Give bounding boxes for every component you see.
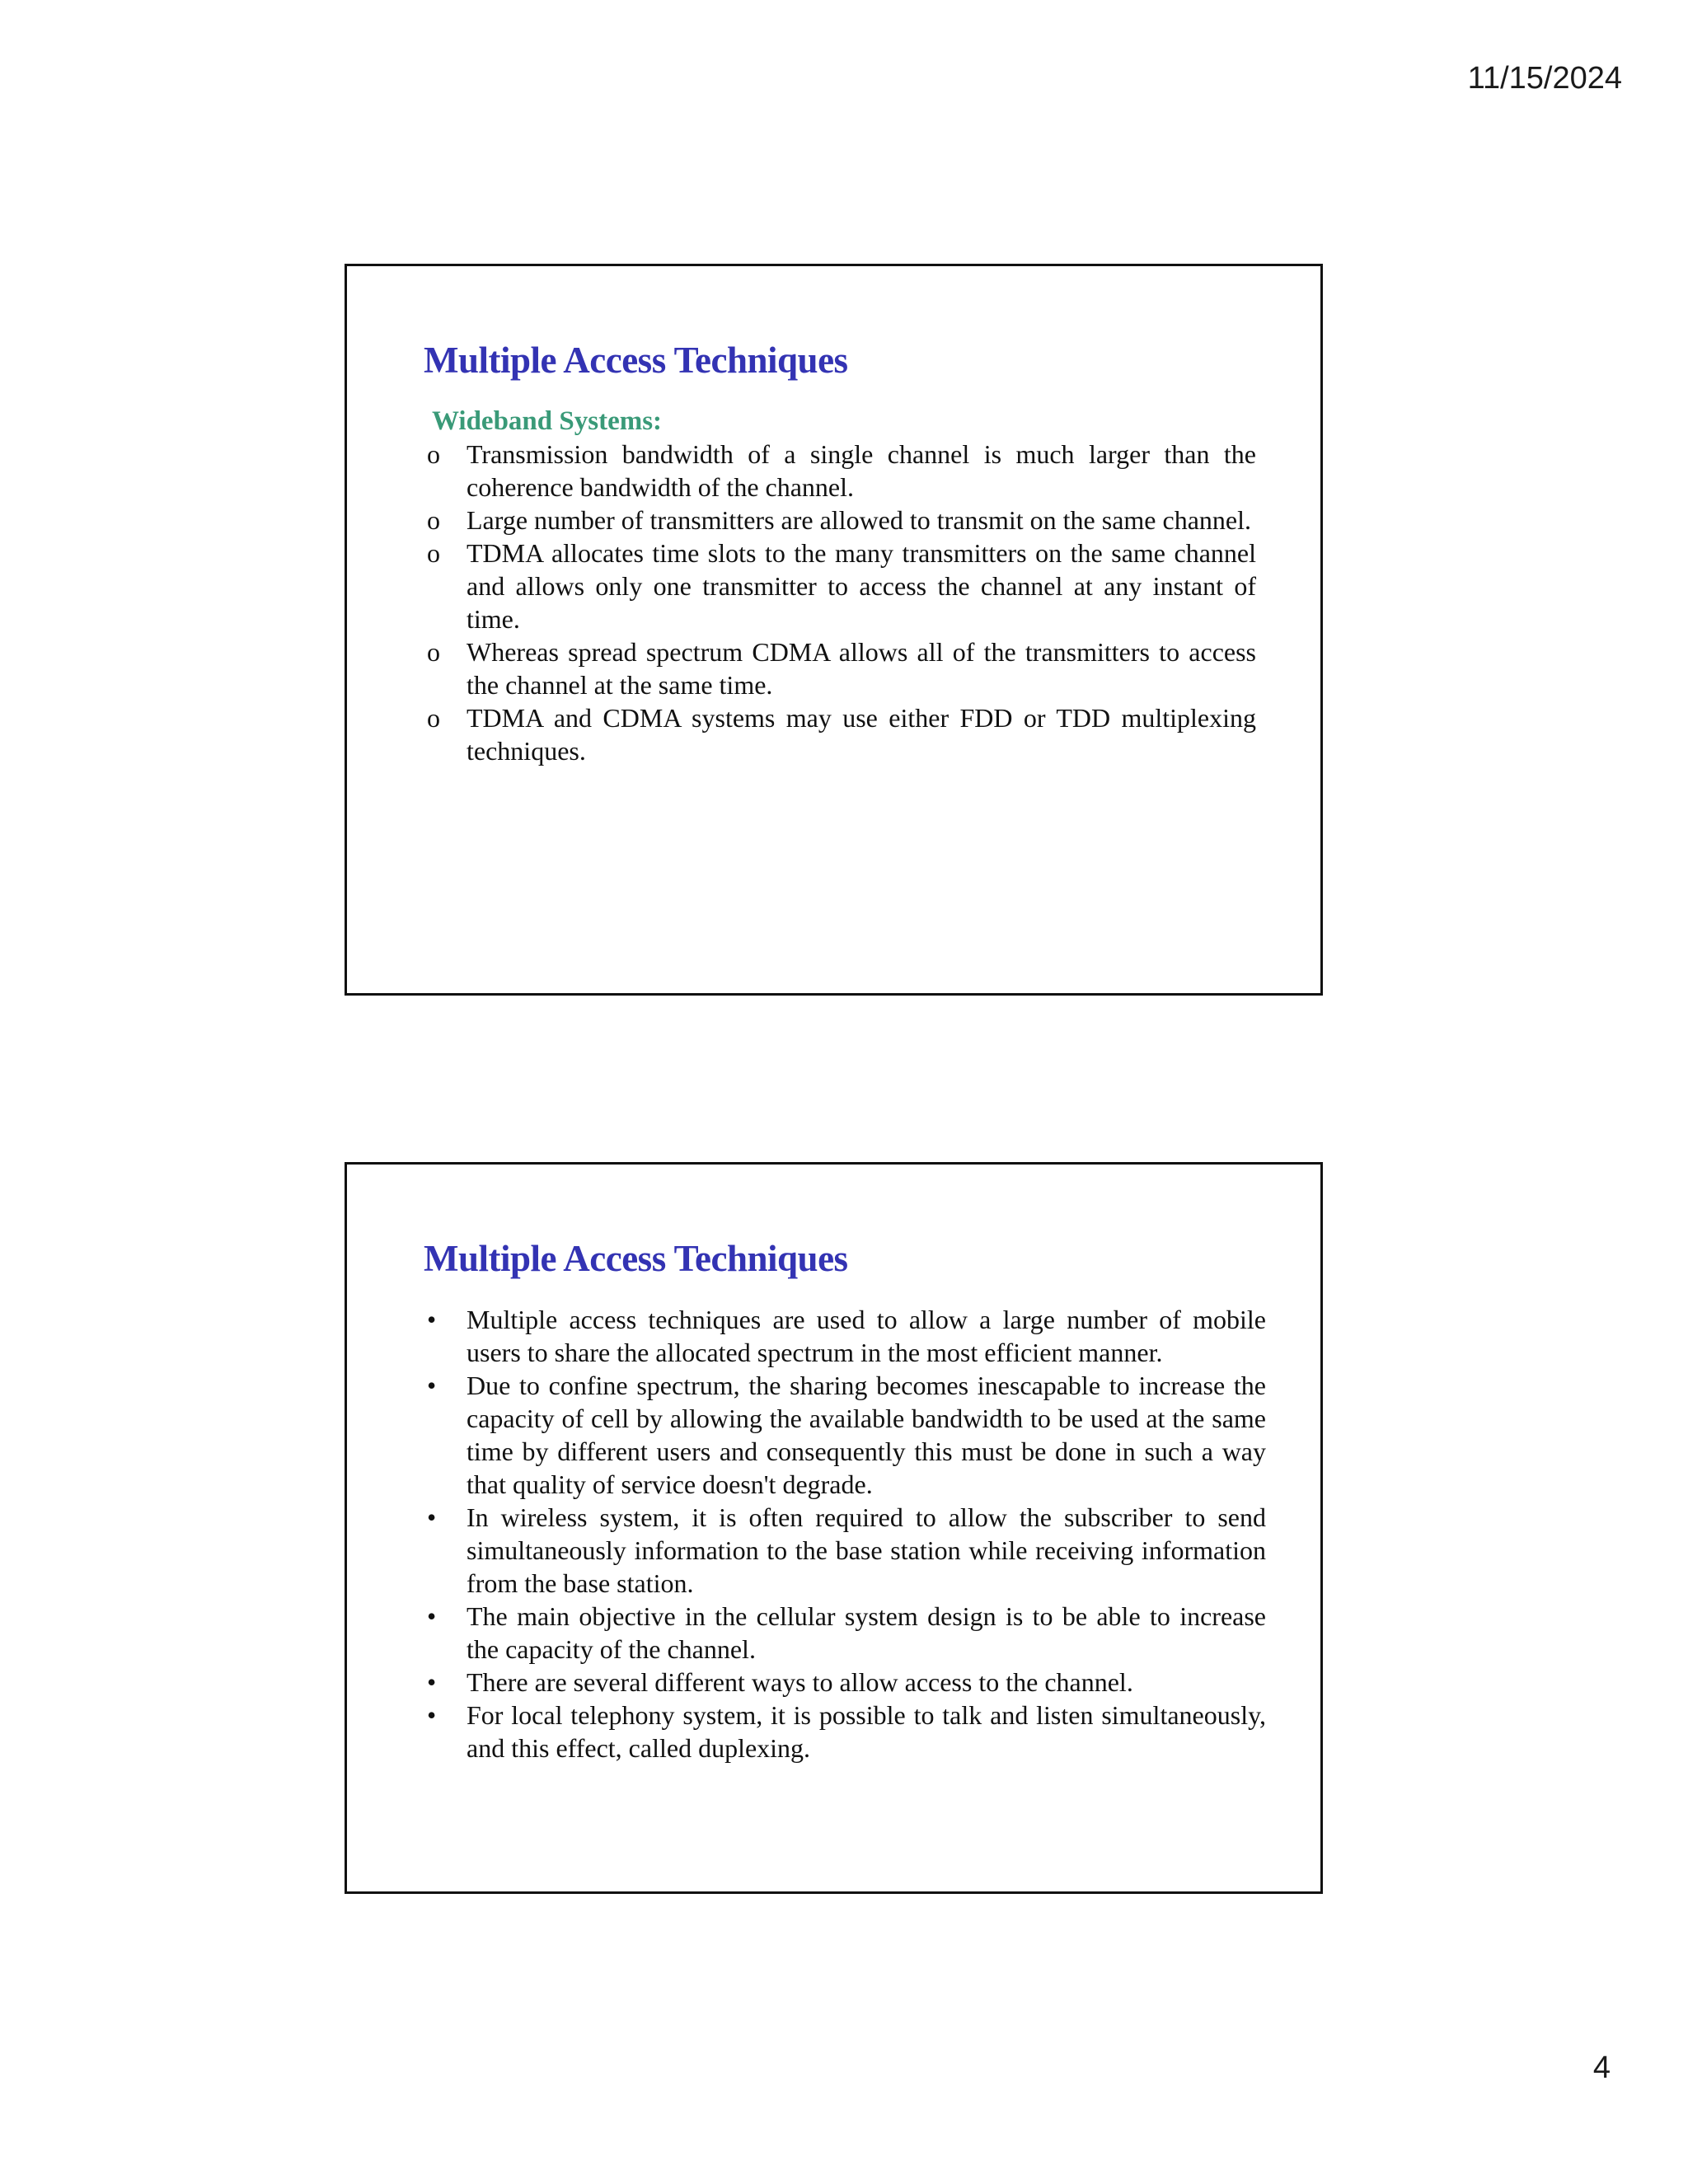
bullet-marker: o: [427, 439, 440, 469]
bullet-marker: •: [427, 1601, 437, 1631]
bullet-marker: •: [427, 1667, 437, 1697]
bullet-marker: o: [427, 538, 440, 568]
bullet-marker: •: [427, 1305, 437, 1334]
list-item-text: Multiple access techniques are used to allow a large number of mobile users to share the allocated spectrum in the most efficient manner.: [467, 1305, 1266, 1367]
bullet-list: [424, 438, 1256, 767]
list-item: [424, 1666, 1266, 1699]
list-item: [424, 537, 1256, 635]
bullet-list: [424, 1303, 1266, 1765]
list-item-text: Transmission bandwidth of a single channel is much larger than the coherence bandwidth of the channel.: [467, 439, 1256, 502]
bullet-marker: o: [427, 703, 440, 733]
page-date: 11/15/2024: [1467, 61, 1622, 96]
bullet-marker: •: [427, 1371, 437, 1400]
list-item-text: TDMA allocates time slots to the many transmitters on the same channel and allows only one transmitter to access the channel at any instant of time.: [467, 538, 1256, 634]
list-item-text: Due to confine spectrum, the sharing becomes inescapable to increase the capacity of cell by allowing the available bandwidth to be used at the same time by different users and consequently this must be done in such a way that quality of service doesn't degrade.: [467, 1371, 1266, 1499]
bullet-marker: •: [427, 1502, 437, 1532]
slide-subheading: Wideband Systems:: [432, 406, 663, 436]
slide-wideband-systems: [345, 264, 1323, 996]
list-item: [424, 1303, 1266, 1369]
list-item-text: TDMA and CDMA systems may use either FDD or TDD multiplexing techniques.: [467, 703, 1256, 766]
list-item: [424, 438, 1256, 504]
list-item-text: There are several different ways to allow access to the channel.: [467, 1667, 1133, 1697]
list-item: [424, 1600, 1266, 1666]
list-item: [424, 1501, 1266, 1600]
slide-title: Multiple Access Techniques: [424, 340, 848, 381]
list-item: [424, 1369, 1266, 1501]
slide-title: Multiple Access Techniques: [424, 1238, 848, 1279]
list-item-text: Whereas spread spectrum CDMA allows all of the transmitters to access the channel at the same time.: [467, 637, 1256, 700]
list-item-text: In wireless system, it is often required to allow the subscriber to send simultaneously information to the base station while receiving information from the base station.: [467, 1502, 1266, 1598]
list-item: [424, 635, 1256, 701]
list-item-text: For local telephony system, it is possible to talk and listen simultaneously, and this effect, called duplexing.: [467, 1700, 1266, 1763]
list-item: [424, 701, 1256, 767]
slide-multiple-access-overview: [345, 1162, 1323, 1894]
list-item-text: The main objective in the cellular system design is to be able to increase the capacity of the channel.: [467, 1601, 1266, 1664]
list-item: [424, 1699, 1266, 1765]
page-number: 4: [1592, 2050, 1611, 2085]
list-item-text: Large number of transmitters are allowed to transmit on the same channel.: [467, 505, 1251, 535]
list-item: [424, 504, 1256, 537]
bullet-marker: o: [427, 637, 440, 667]
bullet-marker: •: [427, 1700, 437, 1730]
bullet-marker: o: [427, 505, 440, 535]
